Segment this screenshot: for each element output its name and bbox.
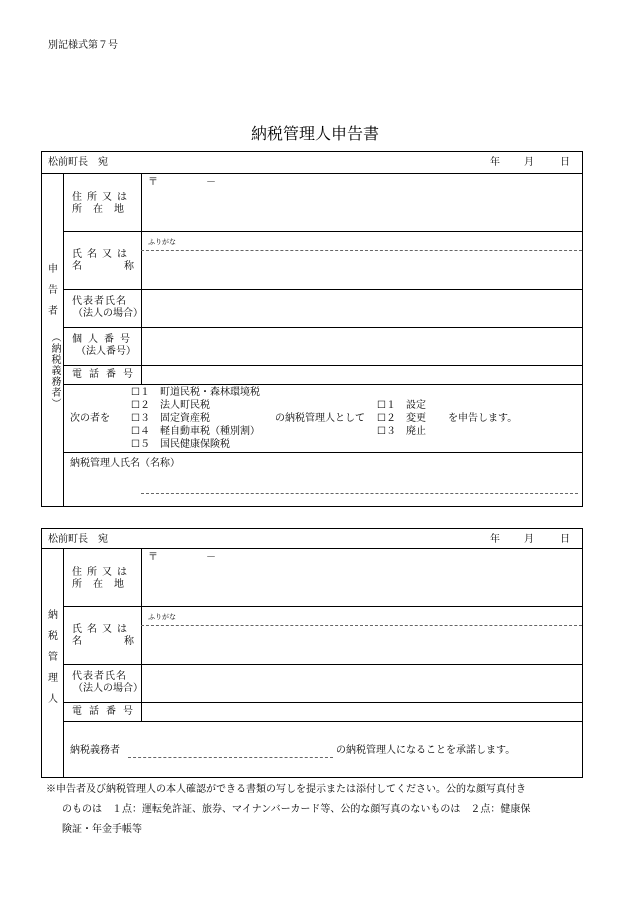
phone-input[interactable] [142,366,582,383]
address-label: 住所又は [72,567,132,578]
footnote-line-1: ※申告者及び納税管理人の本人確認ができる書類の写しを提示または添付してください。公的な顔写真付き [46,784,526,795]
tax-option-3[interactable]: ☐３ 固定資産税 [131,413,210,424]
personal-number-input[interactable] [142,329,582,363]
name-label: 氏名又は [72,624,132,635]
postal-dash: － [206,177,216,188]
form-title: 納税管理人申告書 [250,124,379,143]
footnote-line-2: のものは １点：運転免許証、旅券、マイナンバーカード等、公的な顔写真のないものは ２点：健康保 [62,804,531,815]
declarant-side-label: 申 告 者 [48,264,58,317]
taxpayer-paren-label: （納税義務者） [49,332,60,409]
manager-name-label: 納税管理人氏名（名称） [70,458,180,469]
postal-mark: 〒 [148,177,158,188]
action-option-3[interactable]: ☐３ 廃止 [377,426,426,437]
representative-input[interactable] [142,666,582,700]
date-day-label: 日 [560,534,570,545]
addressee: 松前町長 宛 [48,157,108,168]
phone-label: 電話番号 [72,706,140,717]
addressee: 松前町長 宛 [48,534,108,545]
name-label: 氏名又は [72,249,132,260]
declarant-section [41,151,583,507]
name-label-2: 名称 [72,261,176,272]
action-option-2[interactable]: ☐２ 変更 [377,413,426,424]
date-year-label: 年 [490,534,500,545]
declare-text: を申告します。 [448,413,518,424]
address-label-2: 所在地 [72,204,135,215]
name-label-2: 名称 [72,636,176,647]
postal-dash: － [206,552,216,563]
personal-number-label: 個人番号 [72,334,136,345]
tax-option-1[interactable]: ☐１ 町道民税・森林環境税 [131,387,260,398]
representative-note: （法人の場合） [73,683,143,694]
representative-note: （法人の場合） [73,308,143,319]
name-input[interactable] [142,627,582,662]
taxpayer-label: 納税義務者 [70,745,120,756]
date-month-label: 月 [524,157,534,168]
tax-option-2[interactable]: ☐２ 法人町民税 [131,400,210,411]
footnote [46,780,584,840]
address-label-2: 所在地 [72,579,135,590]
name-input[interactable] [142,252,582,287]
address-input[interactable] [142,188,582,228]
address-label: 住所又は [72,192,132,203]
as-manager-text: の納税管理人として [275,413,365,424]
phone-input[interactable] [142,703,582,720]
representative-label: 代表者氏名 [72,671,127,682]
representative-label: 代表者氏名 [72,296,127,307]
action-option-1[interactable]: ☐１ 設定 [377,400,426,411]
form-number: 別記様式第７号 [48,40,118,51]
furigana-label: ふりがな [148,238,176,246]
furigana-label: ふりがな [148,613,176,621]
tax-option-4[interactable]: ☐４ 軽自動車税（種別割） [131,426,260,437]
address-input[interactable] [142,563,582,603]
taxpayer-name-line[interactable] [128,757,333,758]
tax-option-5[interactable]: ☐５ 国民健康保険税 [131,439,230,450]
consent-text: の納税管理人になることを承諾します。 [336,745,516,756]
postal-mark: 〒 [148,552,158,563]
tax-manager-section [41,528,583,778]
representative-input[interactable] [142,291,582,325]
phone-label: 電話番号 [72,369,140,380]
date-day-label: 日 [560,157,570,168]
subject-lead: 次の者を [70,413,110,424]
manager-name-line[interactable] [141,493,578,494]
date-month-label: 月 [524,534,534,545]
personal-number-note: （法人番号） [76,346,136,357]
tax-manager-side-label: 納 税 管 理 人 [48,610,58,705]
date-year-label: 年 [490,157,500,168]
footnote-line-3: 険証・年金手帳等 [62,824,142,835]
